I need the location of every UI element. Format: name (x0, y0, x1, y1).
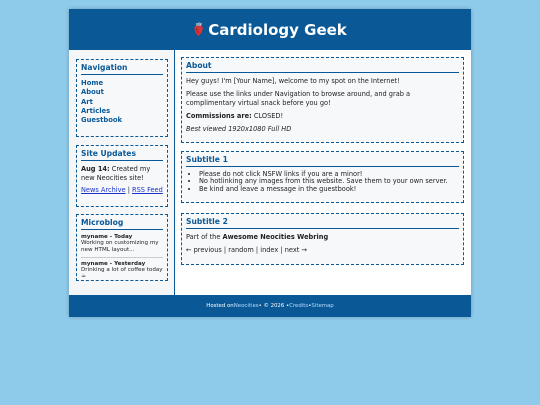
webring-separator: | (253, 246, 261, 254)
about-navigation-note: Please use the links under Navigation to browse around, and grab a complimentary virtual snack before you go! (186, 90, 411, 107)
subtitle1-heading: Subtitle 1 (186, 155, 459, 167)
microblog-box (76, 214, 168, 281)
nav-about-link[interactable]: About (81, 88, 104, 97)
news-archive-link[interactable]: News Archive (81, 186, 126, 194)
microblog-heading: Microblog (81, 218, 163, 230)
rule-item: • Please do not click NSFW links if you are a minor! (199, 171, 459, 178)
webring-previous-link[interactable]: ← previous (186, 246, 222, 254)
rules-list (186, 171, 459, 193)
credits-link[interactable]: Credits (289, 303, 309, 309)
navigation-box (76, 59, 168, 137)
anatomical-heart-icon (193, 22, 204, 37)
commissions-label: Commissions are: (186, 112, 252, 120)
nav-art-link[interactable]: Art (81, 97, 93, 106)
best-viewed-note: Best viewed 1920x1080 Full HD (186, 125, 292, 133)
microblog-post (81, 261, 163, 284)
commissions-status (186, 112, 459, 121)
site-footer (69, 295, 471, 317)
update-links (81, 186, 163, 195)
webring-random-link[interactable]: random (228, 246, 254, 254)
update-text: Created my new Neocities site! (81, 165, 151, 182)
about-intro: Hey guys! I'm [Your Name], welcome to my spot on the Internet! (186, 77, 400, 85)
site-updates-box (76, 145, 168, 207)
microblog-post-author: myname - Yesterday (81, 260, 146, 267)
webring-index-link[interactable]: index (260, 246, 279, 254)
subtitle2-heading: Subtitle 2 (186, 217, 459, 229)
update-entry (81, 165, 163, 182)
about-box (181, 57, 464, 143)
nav-home-link[interactable]: Home (81, 79, 104, 87)
main-content (175, 50, 471, 295)
subtitle1-box (181, 151, 464, 203)
footer-dot: • (308, 303, 312, 309)
subtitle2-box (181, 213, 464, 265)
nav-articles-link[interactable]: Articles (81, 106, 111, 115)
site-updates-heading: Site Updates (81, 149, 163, 161)
microblog-post-author: myname - Today (81, 234, 133, 240)
site-header (69, 9, 471, 50)
update-date: Aug 14: (81, 165, 110, 173)
rule-item: • Be kind and leave a message in the guestbook! (199, 186, 459, 193)
navigation-heading: Navigation (81, 63, 163, 75)
about-heading: About (186, 61, 459, 73)
sidebar (69, 50, 175, 295)
webring-name: Awesome Neocities Webring (222, 233, 329, 241)
neocities-link[interactable]: Neocities (233, 303, 259, 309)
webring-prefix: Part of the (186, 233, 223, 241)
sitemap-link[interactable]: Sitemap (311, 303, 334, 309)
page-container (69, 9, 471, 317)
webring-next-link[interactable]: next → (284, 246, 307, 254)
site-title: Cardiology Geek (208, 20, 347, 39)
microblog-post-text: Drinking a lot of coffee today ☕ (81, 266, 163, 280)
microblog-post (81, 234, 163, 258)
webring-nav (186, 246, 459, 255)
commissions-value: CLOSED! (251, 112, 284, 120)
site-logo[interactable] (193, 21, 347, 39)
webring-intro (186, 233, 459, 242)
rss-feed-link[interactable]: RSS Feed (132, 186, 163, 194)
webring-separator: | (221, 246, 229, 254)
webring-separator: | (278, 246, 285, 254)
nav-guestbook-link[interactable]: Guestbook (81, 116, 123, 125)
footer-prefix: Hosted on (206, 303, 234, 309)
footer-copyright: • © 2026 • (258, 303, 290, 309)
rule-item: • No hotlinking any images from this website. Save them to your own server. (199, 178, 459, 185)
update-link-separator: | (125, 186, 133, 194)
microblog-post-text: Working on customizing my new HTML layout... (81, 240, 159, 253)
